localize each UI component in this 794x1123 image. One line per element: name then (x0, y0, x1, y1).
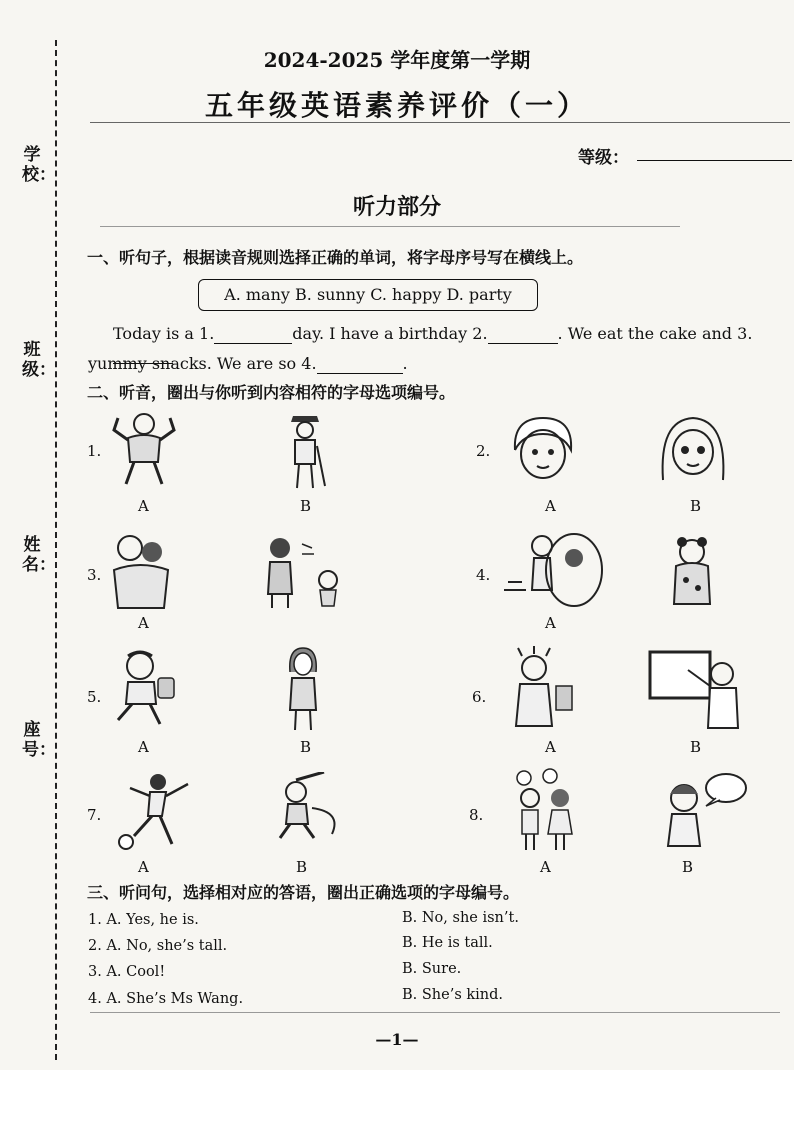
girl-long-hair-picture[interactable] (653, 410, 733, 490)
passage-text: day. I have a birthday 2. (292, 324, 488, 343)
item-6-number: 6. (472, 688, 487, 706)
passage-line-2 (88, 354, 408, 374)
q2-option-b[interactable]: B. He is tall. (402, 935, 493, 951)
q3-option-b[interactable]: B. Sure. (402, 961, 462, 977)
item-2-option-a[interactable]: A (545, 497, 556, 515)
item-3-option-a[interactable]: A (138, 614, 149, 632)
q4-option-a[interactable]: 4. A. She’s Ms Wang. (88, 991, 244, 1007)
item-5-option-a[interactable]: A (138, 738, 149, 756)
family-hug-picture[interactable] (106, 530, 176, 612)
item-7-number: 7. (87, 806, 102, 824)
blank-1[interactable] (214, 324, 292, 344)
girl-speech-bubble-picture[interactable] (654, 770, 748, 852)
baseball-player-picture[interactable] (266, 772, 346, 842)
angry-woman-boy-picture[interactable] (258, 534, 348, 610)
title-rule (90, 122, 790, 123)
q1-option-a[interactable]: 1. A. Yes, he is. (88, 912, 199, 928)
passage-text: Today is a 1. (113, 324, 215, 343)
clown-picture[interactable] (662, 532, 722, 612)
item-6-option-a[interactable]: A (545, 738, 556, 756)
old-man-cane-picture[interactable] (275, 406, 335, 492)
boy-with-ball-picture[interactable] (104, 648, 180, 730)
item-5-number: 5. (87, 688, 102, 706)
item-4-option-a[interactable]: A (545, 614, 556, 632)
seat-label: 座号： (22, 720, 56, 760)
item-2-option-b[interactable]: B (690, 497, 702, 515)
girl-short-hair-picture[interactable] (503, 410, 583, 490)
item-8-option-a[interactable]: A (540, 858, 551, 876)
item-8-option-b[interactable]: B (682, 858, 694, 876)
item-2-number: 2. (476, 442, 491, 460)
item-1-option-a[interactable]: A (138, 497, 149, 515)
bottom-rule (90, 1012, 780, 1013)
term-title: 2024-2025 学年度第一学期 (263, 48, 531, 72)
blank-4[interactable] (317, 354, 403, 374)
item-1-number: 1. (87, 442, 102, 460)
football-player-picture[interactable] (110, 770, 196, 850)
strong-man-picture[interactable] (108, 408, 180, 490)
passage-text: . We eat the cake and 3. (557, 324, 753, 343)
class-label: 班级： (22, 340, 56, 380)
teacher-blackboard-picture[interactable] (648, 646, 742, 732)
item-7-option-b[interactable]: B (296, 858, 308, 876)
item-4-number: 4. (476, 566, 491, 584)
q3-option-a[interactable]: 3. A. Cool! (88, 964, 166, 980)
item-6-option-b[interactable]: B (690, 738, 702, 756)
blank-2[interactable] (488, 324, 558, 344)
two-kids-talking-picture[interactable] (500, 768, 590, 852)
woman-standing-picture[interactable] (280, 646, 326, 732)
q1-option-b[interactable]: B. No, she isn’t. (402, 910, 519, 926)
page-number: —1— (375, 1030, 419, 1049)
section-rule (100, 226, 680, 227)
item-7-option-a[interactable]: A (138, 858, 149, 876)
part2-instruction: 二、听音，圈出与你听到内容相符的字母选项编号。 (87, 383, 456, 402)
item-3-number: 3. (87, 566, 102, 584)
section-title: 听力部分 (352, 194, 441, 220)
exam-title: 五年级英语素养评价（一） (204, 89, 589, 122)
boys-talking-picture[interactable] (500, 530, 610, 612)
part3-instruction: 三、听问句，选择相对应的答语，圈出正确选项的字母编号。 (87, 883, 520, 902)
q2-option-a[interactable]: 2. A. No, she’s tall. (88, 938, 228, 954)
grade-label: 等级： (578, 148, 629, 168)
q4-option-b[interactable]: B. She’s kind. (402, 987, 504, 1003)
name-label: 姓名： (22, 535, 56, 575)
scientist-picture[interactable] (498, 646, 584, 732)
school-label: 学校： (22, 145, 56, 185)
item-1-option-b[interactable]: B (300, 497, 312, 515)
part1-instruction: 一、听句子，根据读音规则选择正确的单词，将字母序号写在横线上。 (87, 248, 584, 267)
item-5-option-b[interactable]: B (300, 738, 312, 756)
item-8-number: 8. (469, 806, 484, 824)
word-options-box: A. many B. sunny C. happy D. party (198, 279, 538, 311)
grade-field[interactable] (637, 160, 792, 161)
passage-text: . (402, 354, 408, 373)
passage-text: yummy snacks. We are so 4. (88, 354, 317, 373)
